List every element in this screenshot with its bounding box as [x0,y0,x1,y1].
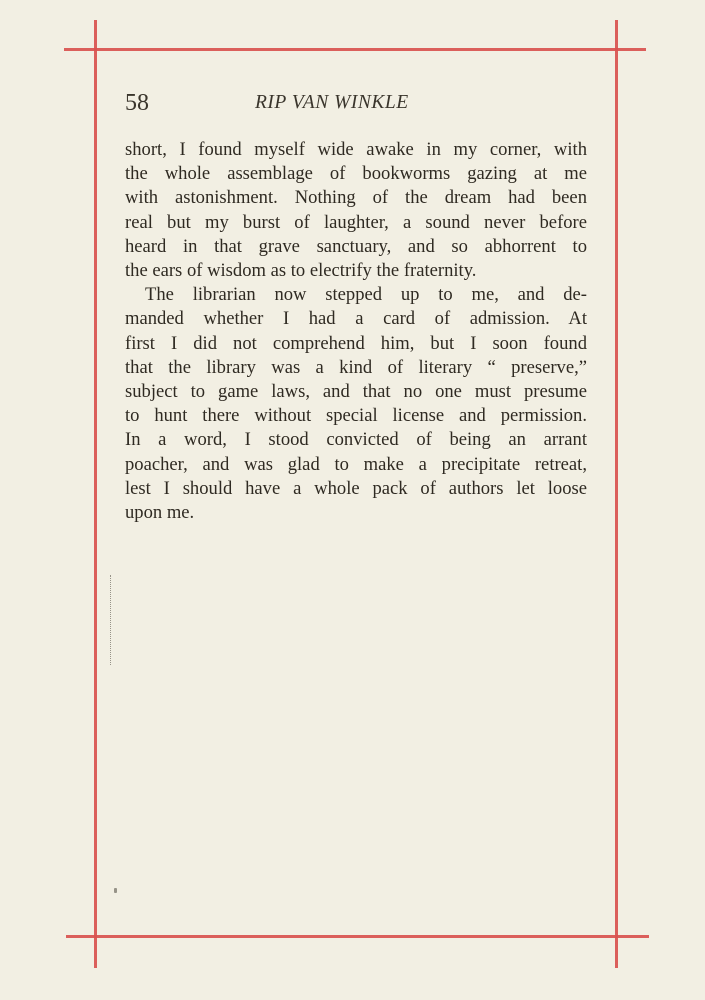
text-line: upon me. [125,502,195,524]
text-line: first I did not comprehend him, but I soon found [125,332,587,354]
paragraph-2 [125,283,587,525]
text-line: manded whether I had a card of admission. At [125,308,587,330]
stray-ink-mark [114,888,117,893]
text-line: that the library was a kind of literary “ preserve,” [125,356,587,378]
text-line: the whole assemblage of bookworms gazing at me [125,163,587,185]
margin-marks [110,575,115,665]
text-line: heard in that grave sanctuary, and so abhorrent to [125,235,587,257]
text-line: short, I found myself wide awake in my corner, with [125,139,587,160]
body-text [125,138,587,525]
text-line: the ears of wisdom as to electrify the fraternity. [125,260,477,282]
text-line: subject to game laws, and that no one must presume [125,381,587,403]
bottom-red-rule [66,935,649,938]
text-line: poacher, and was glad to make a precipitate retreat, [125,453,587,475]
paragraph-1 [125,138,587,283]
running-title: RIP VAN WINKLE [255,92,409,113]
text-line: The librarian now stepped up to me, and de- [145,284,587,306]
text-line: In a word, I stood convicted of being an arrant [125,429,587,451]
text-line: to hunt there without special license and permission. [125,405,587,427]
text-line: with astonishment. Nothing of the dream had been [125,187,587,209]
page-number: 58 [125,90,149,116]
right-red-rule [615,20,618,968]
top-red-rule [64,48,646,51]
left-red-rule [94,20,97,968]
running-head [125,90,587,120]
text-line: lest I should have a whole pack of authors let loose [125,477,587,499]
text-line: real but my burst of laughter, a sound never before [125,211,587,233]
